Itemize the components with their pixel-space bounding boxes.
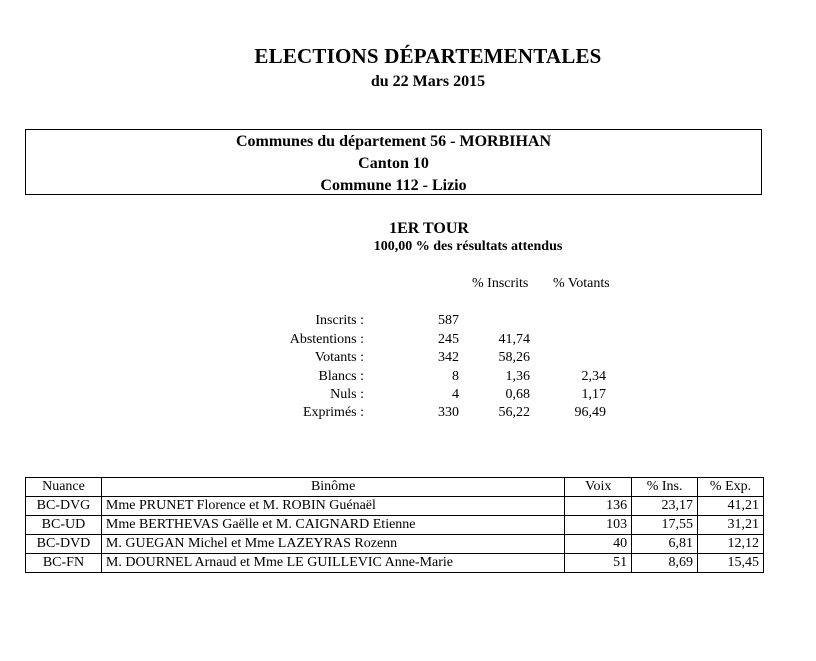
- stat-count: 245: [438, 332, 459, 347]
- stat-pct-votants: 1,17: [581, 387, 606, 402]
- stats-row-abstentions: [0, 332, 816, 351]
- stats-row-blancs: [0, 369, 816, 388]
- stat-label: Blancs :: [318, 369, 364, 384]
- pct-exp-cell: 41,21: [698, 497, 764, 516]
- nuance-cell: BC-FN: [26, 554, 102, 573]
- commune-label: Commune 112 - Lizio: [320, 177, 467, 194]
- stat-pct-inscrits: 1,36: [505, 369, 530, 384]
- nuance-cell: BC-DVD: [26, 535, 102, 554]
- canton-label: Canton 10: [358, 155, 429, 172]
- table-row: [26, 497, 764, 516]
- voix-cell: 51: [565, 554, 632, 573]
- stat-count: 4: [452, 387, 459, 402]
- voix-cell: 103: [565, 516, 632, 535]
- pct-exp-cell: 15,45: [698, 554, 764, 573]
- results-table: [25, 477, 764, 573]
- stat-label: Exprimés :: [302, 405, 364, 420]
- pct-ins-cell: 17,55: [632, 516, 698, 535]
- stats-row-exprimes: [0, 405, 816, 424]
- results-progress: 100,00 % des résultats attendus: [373, 239, 563, 254]
- stat-pct-votants: 96,49: [574, 405, 606, 420]
- nuance-cell: BC-DVG: [26, 497, 102, 516]
- stat-count: 330: [438, 405, 459, 420]
- binome-header: Binôme: [101, 478, 564, 497]
- nuance-header: Nuance: [26, 478, 102, 497]
- stat-pct-inscrits: 41,74: [498, 332, 530, 347]
- binome-cell: M. DOURNEL Arnaud et Mme LE GUILLEVIC Anne-Marie: [101, 554, 564, 573]
- binome-cell: Mme PRUNET Florence et M. ROBIN Guénaël: [101, 497, 564, 516]
- pct-inscrits-header: % Inscrits: [472, 276, 529, 291]
- voix-cell: 136: [565, 497, 632, 516]
- nuance-cell: BC-UD: [26, 516, 102, 535]
- stat-pct-inscrits: 0,68: [505, 387, 530, 402]
- pct-votants-header: % Votants: [553, 276, 610, 291]
- stat-label: Inscrits :: [315, 313, 364, 328]
- stat-count: 8: [452, 369, 459, 384]
- stat-pct-votants: 2,34: [581, 369, 606, 384]
- results-header-row: [26, 478, 764, 497]
- stat-pct-inscrits: 56,22: [498, 405, 530, 420]
- stat-count: 587: [438, 313, 459, 328]
- stats-row-votants: [0, 350, 816, 369]
- stats-row-inscrits: [0, 313, 816, 332]
- pct-exp-header: % Exp.: [698, 478, 764, 497]
- voix-cell: 40: [565, 535, 632, 554]
- voix-header: Voix: [565, 478, 632, 497]
- table-row: [26, 535, 764, 554]
- page-title: ELECTIONS DÉPARTEMENTALES: [254, 44, 602, 68]
- pct-ins-header: % Ins.: [632, 478, 698, 497]
- pct-exp-cell: 12,12: [698, 535, 764, 554]
- stat-label: Nuls :: [330, 387, 364, 402]
- pct-ins-cell: 23,17: [632, 497, 698, 516]
- election-date: du 22 Mars 2015: [370, 73, 486, 90]
- table-row: [26, 516, 764, 535]
- binome-cell: M. GUEGAN Michel et Mme LAZEYRAS Rozenn: [101, 535, 564, 554]
- location-box: [25, 129, 762, 195]
- pct-ins-cell: 6,81: [632, 535, 698, 554]
- pct-ins-cell: 8,69: [632, 554, 698, 573]
- department-label: Communes du département 56 - MORBIHAN: [235, 133, 552, 150]
- round-label: 1ER TOUR: [389, 220, 469, 237]
- stat-label: Votants :: [314, 350, 364, 365]
- stats-row-nuls: [0, 387, 816, 406]
- pct-exp-cell: 31,21: [698, 516, 764, 535]
- stat-count: 342: [438, 350, 459, 365]
- stat-pct-inscrits: 58,26: [498, 350, 530, 365]
- table-row: [26, 554, 764, 573]
- binome-cell: Mme BERTHEVAS Gaëlle et M. CAIGNARD Etienne: [101, 516, 564, 535]
- stat-label: Abstentions :: [289, 332, 364, 347]
